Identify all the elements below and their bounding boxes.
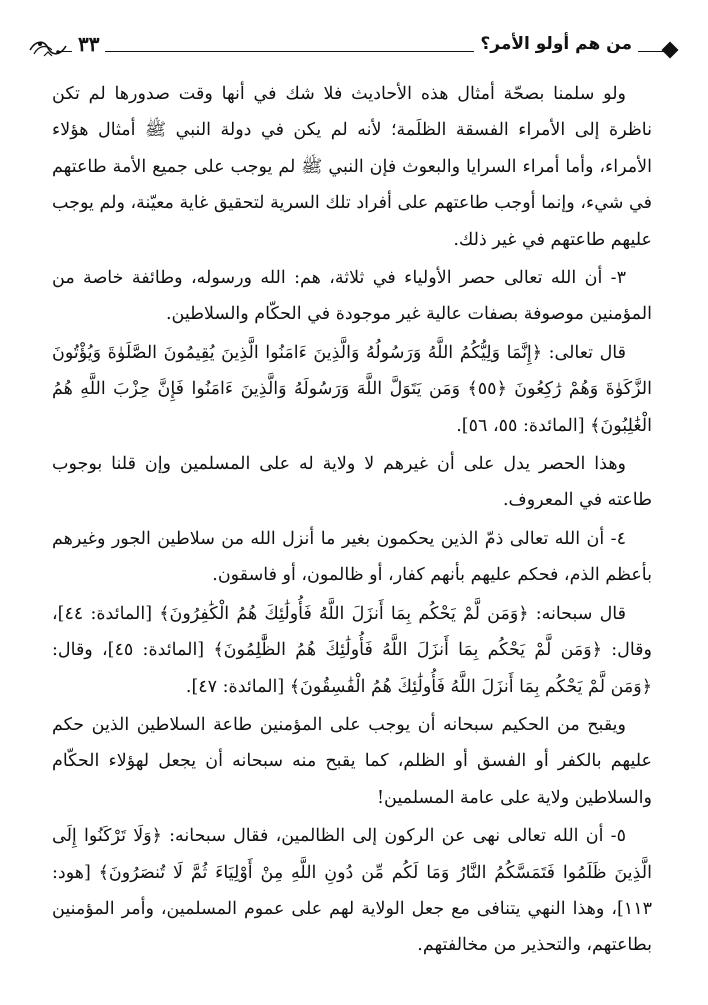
paragraph-quran-maidah-44: قال سبحانه: ﴿وَمَن لَّمْ يَحْكُم بِمَا أَنزَلَ اللَّهُ فَأُولَٰئِكَ هُمُ الْكَٰفِرُونَ﴾ [المائدة: ٤٤]، وقال: ﴿وَمَن لَّمْ يَحْكُم بِمَا أَنزَلَ اللَّهُ فَأُولَٰئِكَ هُمُ الظَّٰلِمُونَ﴾ [المائدة: ٤٥]، وقال: ﴿وَمَن لَّمْ يَحْكُم بِمَا أَنزَلَ اللَّهُ فَأُولَٰئِكَ هُمُ الْفَٰسِقُونَ﴾ [المائدة: ٤٧]. bbox=[52, 603, 652, 697]
paragraph-point-5: ٥- أن الله تعالى نهى عن الركون إلى الظالمين، فقال سبحانه: ﴿وَلَا تَرْكَنُوا إِلَى الَّذِينَ ظَلَمُوا فَتَمَسَّكُمُ النَّارُ وَمَا لَكُم مِّن دُونِ اللَّهِ مِنْ أَوْلِيَاءَ ثُمَّ لَا تُنصَرُونَ﴾ [هود: ١١٣]، وهذا النهي يتنافى مع جعل الولاية لهم على عموم المسلمين، وأمر المؤمنين بطاعتهم، والتحذير من مخالفتهم. bbox=[52, 826, 652, 956]
running-title: من هم أولو الأمر؟ bbox=[474, 34, 638, 54]
paragraph-hadith-discussion: ولو سلمنا بصحّة أمثال هذه الأحاديث فلا شك في أنها وقت صدورها لم تكن ناظرة إلى الأمراء الفسقة الظلَمة؛ لأنه لم يكن في دولة النبي ﷺ أمثال هؤلاء الأمراء، وأما أمراء السرايا والبعوث فإن النبي ﷺ لم يوجب على جميع الأمة طاعتهم في شيء، وإنما أوجب طاعتهم على أفراد تلك السرية لتحقيق غاية معيّنة، ولم يوجب عليهم طاعتهم في غير ذلك. bbox=[52, 84, 652, 250]
diamond-icon bbox=[662, 42, 679, 59]
page-number: ٣٣ bbox=[72, 32, 105, 56]
ornament-icon bbox=[28, 36, 68, 60]
paragraph-wisdom: ويقبح من الحكيم سبحانه أن يوجب على المؤمنين طاعة السلاطين الذين حكم عليهم بالكفر أو الفسق أو الظلم، كما يقبح منه سبحانه أن يجعل لهؤلاء الحكّام والسلاطين ولاية على عامة المسلمين! bbox=[52, 714, 652, 808]
paragraph-quran-maidah-55: قال تعالى: ﴿إِنَّمَا وَلِيُّكُمُ اللَّهُ وَرَسُولُهُ وَالَّذِينَ ءَامَنُوا الَّذِينَ يُقِيمُونَ الصَّلَوٰةَ وَيُؤْتُونَ الزَّكَوٰةَ وَهُمْ رَٰكِعُونَ ﴿٥٥﴾ وَمَن يَتَوَلَّ اللَّهَ وَرَسُولَهُ وَالَّذِينَ ءَامَنُوا فَإِنَّ حِزْبَ اللَّهِ هُمُ الْغَٰلِبُونَ﴾ [المائدة: ٥٥، ٥٦]. bbox=[52, 342, 652, 436]
paragraph-point-3: ٣- أن الله تعالى حصر الأولياء في ثلاثة، هم: الله ورسوله، وطائفة خاصة من المؤمنين موصوفة بصفات عالية غير موجودة في الحكّام والسلاطين. bbox=[52, 268, 652, 325]
body-text bbox=[52, 76, 652, 964]
paragraph-point-4: ٤- أن الله تعالى ذمّ الذين يحكمون بغير ما أنزل الله من سلاطين الجور وغيرهم بأعظم الذم، فحكم عليهم بأنهم كفار، أو ظالمون، أو فاسقون. bbox=[52, 528, 652, 586]
paragraph-restriction: وهذا الحصر يدل على أن غيرهم لا ولاية له على المسلمين وإن قلنا بوجوب طاعته في المعروف. bbox=[52, 454, 652, 511]
page-header bbox=[28, 30, 680, 64]
